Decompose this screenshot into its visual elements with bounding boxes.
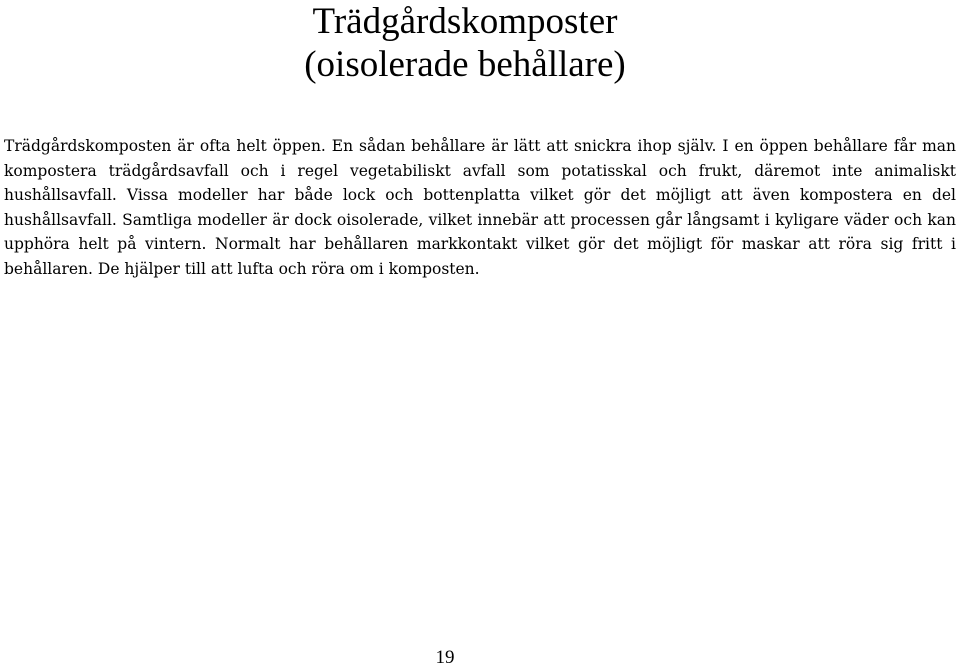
page-title (0, 0, 930, 86)
title-line-1: Trädgårdskomposter (312, 1, 618, 42)
body-paragraph: Trädgårdskomposten är ofta helt öppen. En sådan behållare är lätt att snickra ihop själv. I en öppen behållare får man kompostera trädgårdsavfall och i regel vegetabiliskt avfall som potatisskal och frukt, däremot inte animaliskt hushållsavfall. Vissa modeller har både lock och bottenplatta vilket gör det möjligt att även kompostera en del hushållsavfall. Samtliga modeller är dock oisolerade, vilket innebär att processen går långsamt i kyligare väder och kan upphöra helt på vintern. Normalt har behållaren markkontakt vilket gör det möjligt för maskar att röra sig fritt i behållaren. De hjälper till att lufta och röra om i komposten. (4, 137, 956, 278)
title-line-2: (oisolerade behållare) (304, 44, 626, 85)
page-number: 19 (435, 647, 455, 668)
